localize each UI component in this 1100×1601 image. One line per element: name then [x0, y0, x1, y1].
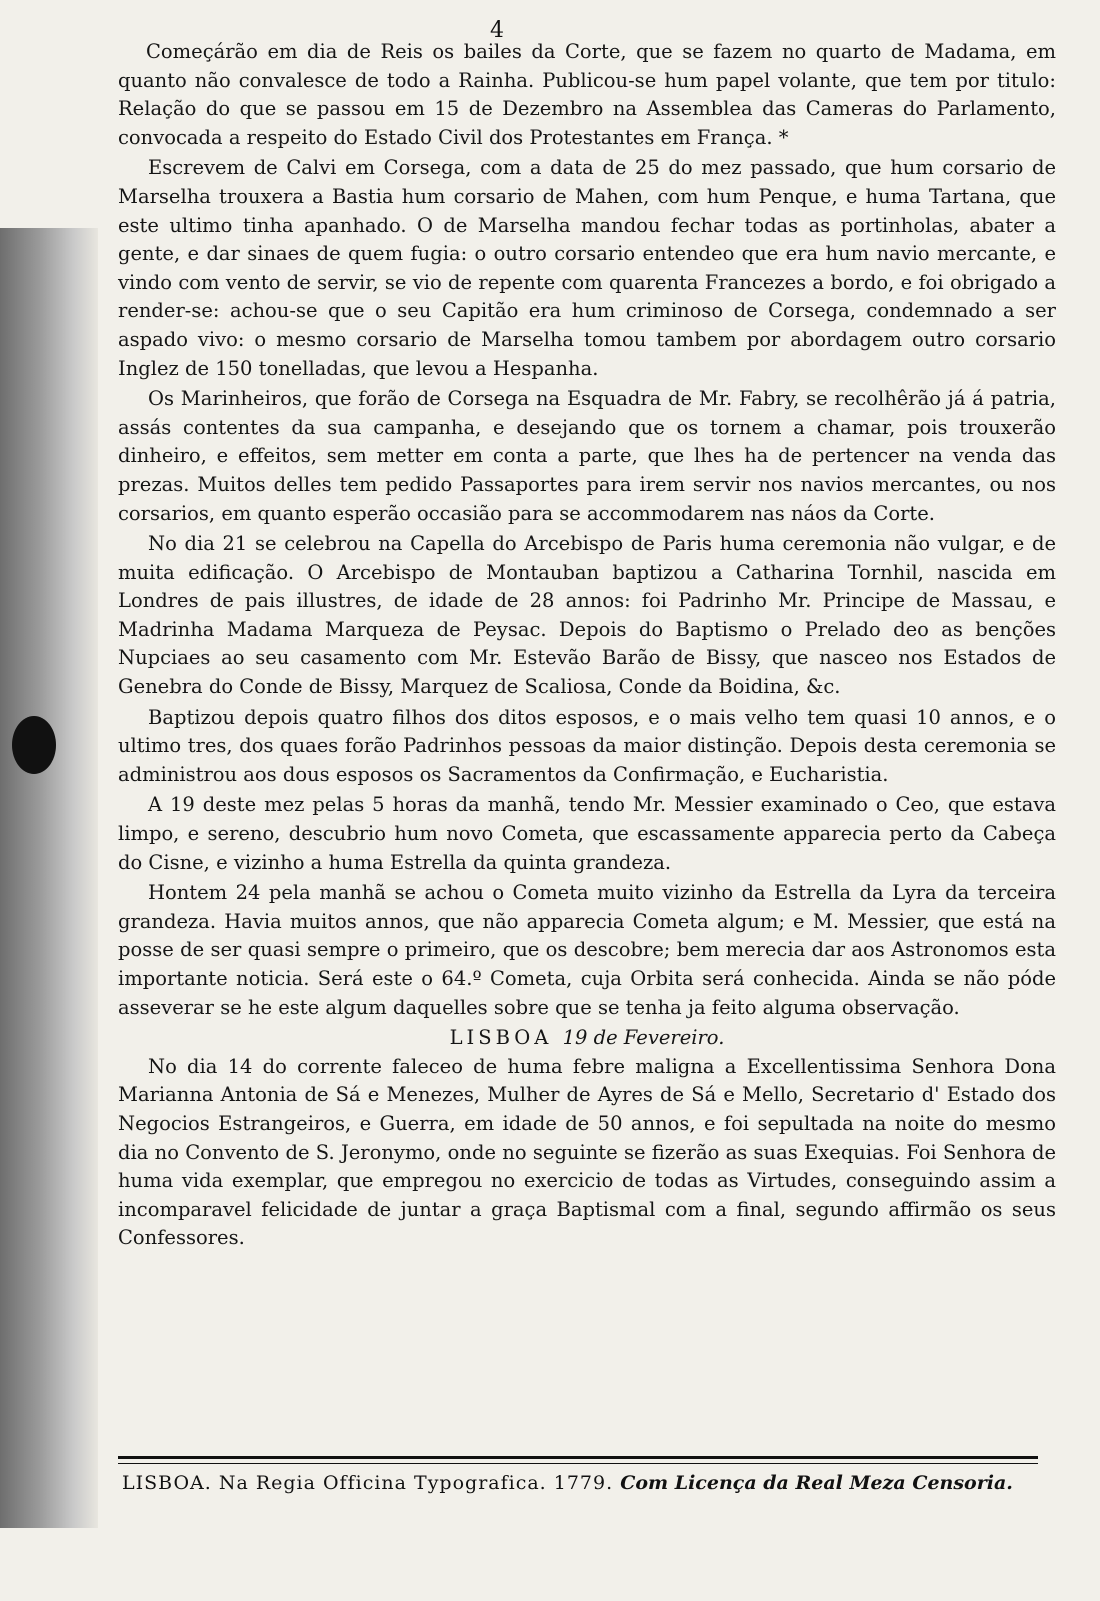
paragraph-lisboa: No dia 14 do corrente faleceo de huma febre maligna a Excellentissima Senhora Dona Marianna Antonia de Sá e Menezes, Mulher de Ayres de Sá e Mello, Secretario d' Estado dos Negocios Estrangeiros, e Guerra, em idade de 50 annos, e foi sepultada na noite do mesmo dia no Convento de S. Jeronymo, onde no seguinte se fizerão as suas Exequias. Foi Senhora de huma vida exemplar, que empregou no exercicio de todas as Virtudes, conseguindo assim a incomparavel felicidade de juntar a graça Baptismal com a final, segundo affirmão os seus Confessores. [118, 1054, 1056, 1250]
paragraph-lyra: Hontem 24 pela manhã se achou o Cometa muito vizinho da Estrella da Lyra da terceira grandeza. Havia muitos annos, que não apparecia Cometa algum; e M. Messier, que está na posse de ser quasi sempre o primeiro, que os descobre; bem merecia dar aos Astronomos esta importante noticia. Será este o 64.º Cometa, cuja Orbita será conhecida. Ainda se não póde asseverar se he este algum daquelles sobre que se tenha ja feito alguma observação. [118, 881, 1056, 1019]
dateline-place: LISBOA [449, 1026, 553, 1050]
dateline [118, 1024, 1056, 1053]
paragraph-corsega: Escrevem de Calvi em Corsega, com a data de 25 do mez passado, que hum corsario de Marselha trouxera a Bastia hum corsario de Mahen, com hum Penque, e huma Tartana, que este ultimo tinha apanhado. O de Marselha mandou fechar todas as portinholas, abater a gente, e dar sinaes de quem fugia: o outro corsario entendeo que era hum navio mercante, e vindo com vento de servir, se vio de repente com quarenta Francezes a bordo, e foi obrigado a render-se: achou-se que o seu Capitão era hum criminoso de Corsega, condemnado a ser aspado vivo: o mesmo corsario de Marselha tomou tambem por abordagem outro corsario Inglez de 150 tonelladas, que levou a Hespanha. [118, 156, 1056, 380]
paragraph-baptizou: Baptizou depois quatro filhos dos ditos esposos, e o mais velho tem quasi 10 annos, e o ultimo tres, dos quaes forão Padrinhos pessoas da maior distinção. Depois desta ceremonia se administrou aos dous esposos os Sacramentos da Confirmação, e Eucharistia. [118, 705, 1056, 786]
imprint-text: LISBOA. Na Regia Officina Typografica. 1779. [122, 1472, 614, 1494]
binding-strip [0, 228, 98, 1528]
paragraph-marinheiros: Os Marinheiros, que forão de Corsega na Esquadra de Mr. Fabry, se recolhêrão já á patria, assás contentes da sua campanha, e desejando que os tornem a chamar, pois trouxerão dinheiro, e effeitos, sem metter em conta a parte, que lhes ha de pertencer na venda das prezas. Muitos delles tem pedido Passaportes para irem servir nos navios mercantes, ou nos corsarios, em quanto esperão occasião para se accommodarem nas náos da Corte. [118, 387, 1056, 525]
imprint-license: Com Licença da Real Meza Censoria. [620, 1472, 1013, 1494]
binding-hole [12, 716, 56, 774]
imprint [122, 1472, 1042, 1494]
footer-rule [118, 1456, 1038, 1464]
paragraph-bailes: Começárão em dia de Reis os bailes da Corte, que se fazem no quarto de Madama, em quanto não convalesce de todo a Rainha. Publicou-se hum papel volante, que tem por titulo: Relação do que se passou em 15 de Dezembro na Assemblea das Cameras do Parlamento, convocada a respeito do Estado Civil dos Protestantes em França. * [118, 40, 1056, 149]
paragraph-ceremonia: No dia 21 se celebrou na Capella do Arcebispo de Paris huma ceremonia não vulgar, e de muita edificação. O Arcebispo de Montauban baptizou a Catharina Tornhil, nascida em Londres de pais illustres, de idade de 28 annos: foi Padrinho Mr. Principe de Massau, e Madrinha Madama Marqueza de Peysac. Depois do Baptismo o Prelado deo as benções Nupciaes ao seu casamento com Mr. Estevão Barão de Bissy, que nasceo nos Estados de Genebra do Conde de Bissy, Marquez de Scaliosa, Conde da Boidina, &c. [118, 532, 1056, 699]
article-body [118, 38, 1056, 1255]
page-mark: 4 [490, 18, 504, 43]
paragraph-cometa: A 19 deste mez pelas 5 horas da manhã, tendo Mr. Messier examinado o Ceo, que estava limpo, e sereno, descubrio hum novo Cometa, que escassamente apparecia perto da Cabeça do Cisne, e vizinho a huma Estrella da quinta grandeza. [118, 793, 1056, 874]
dateline-date: 19 de Fevereiro. [562, 1026, 725, 1050]
